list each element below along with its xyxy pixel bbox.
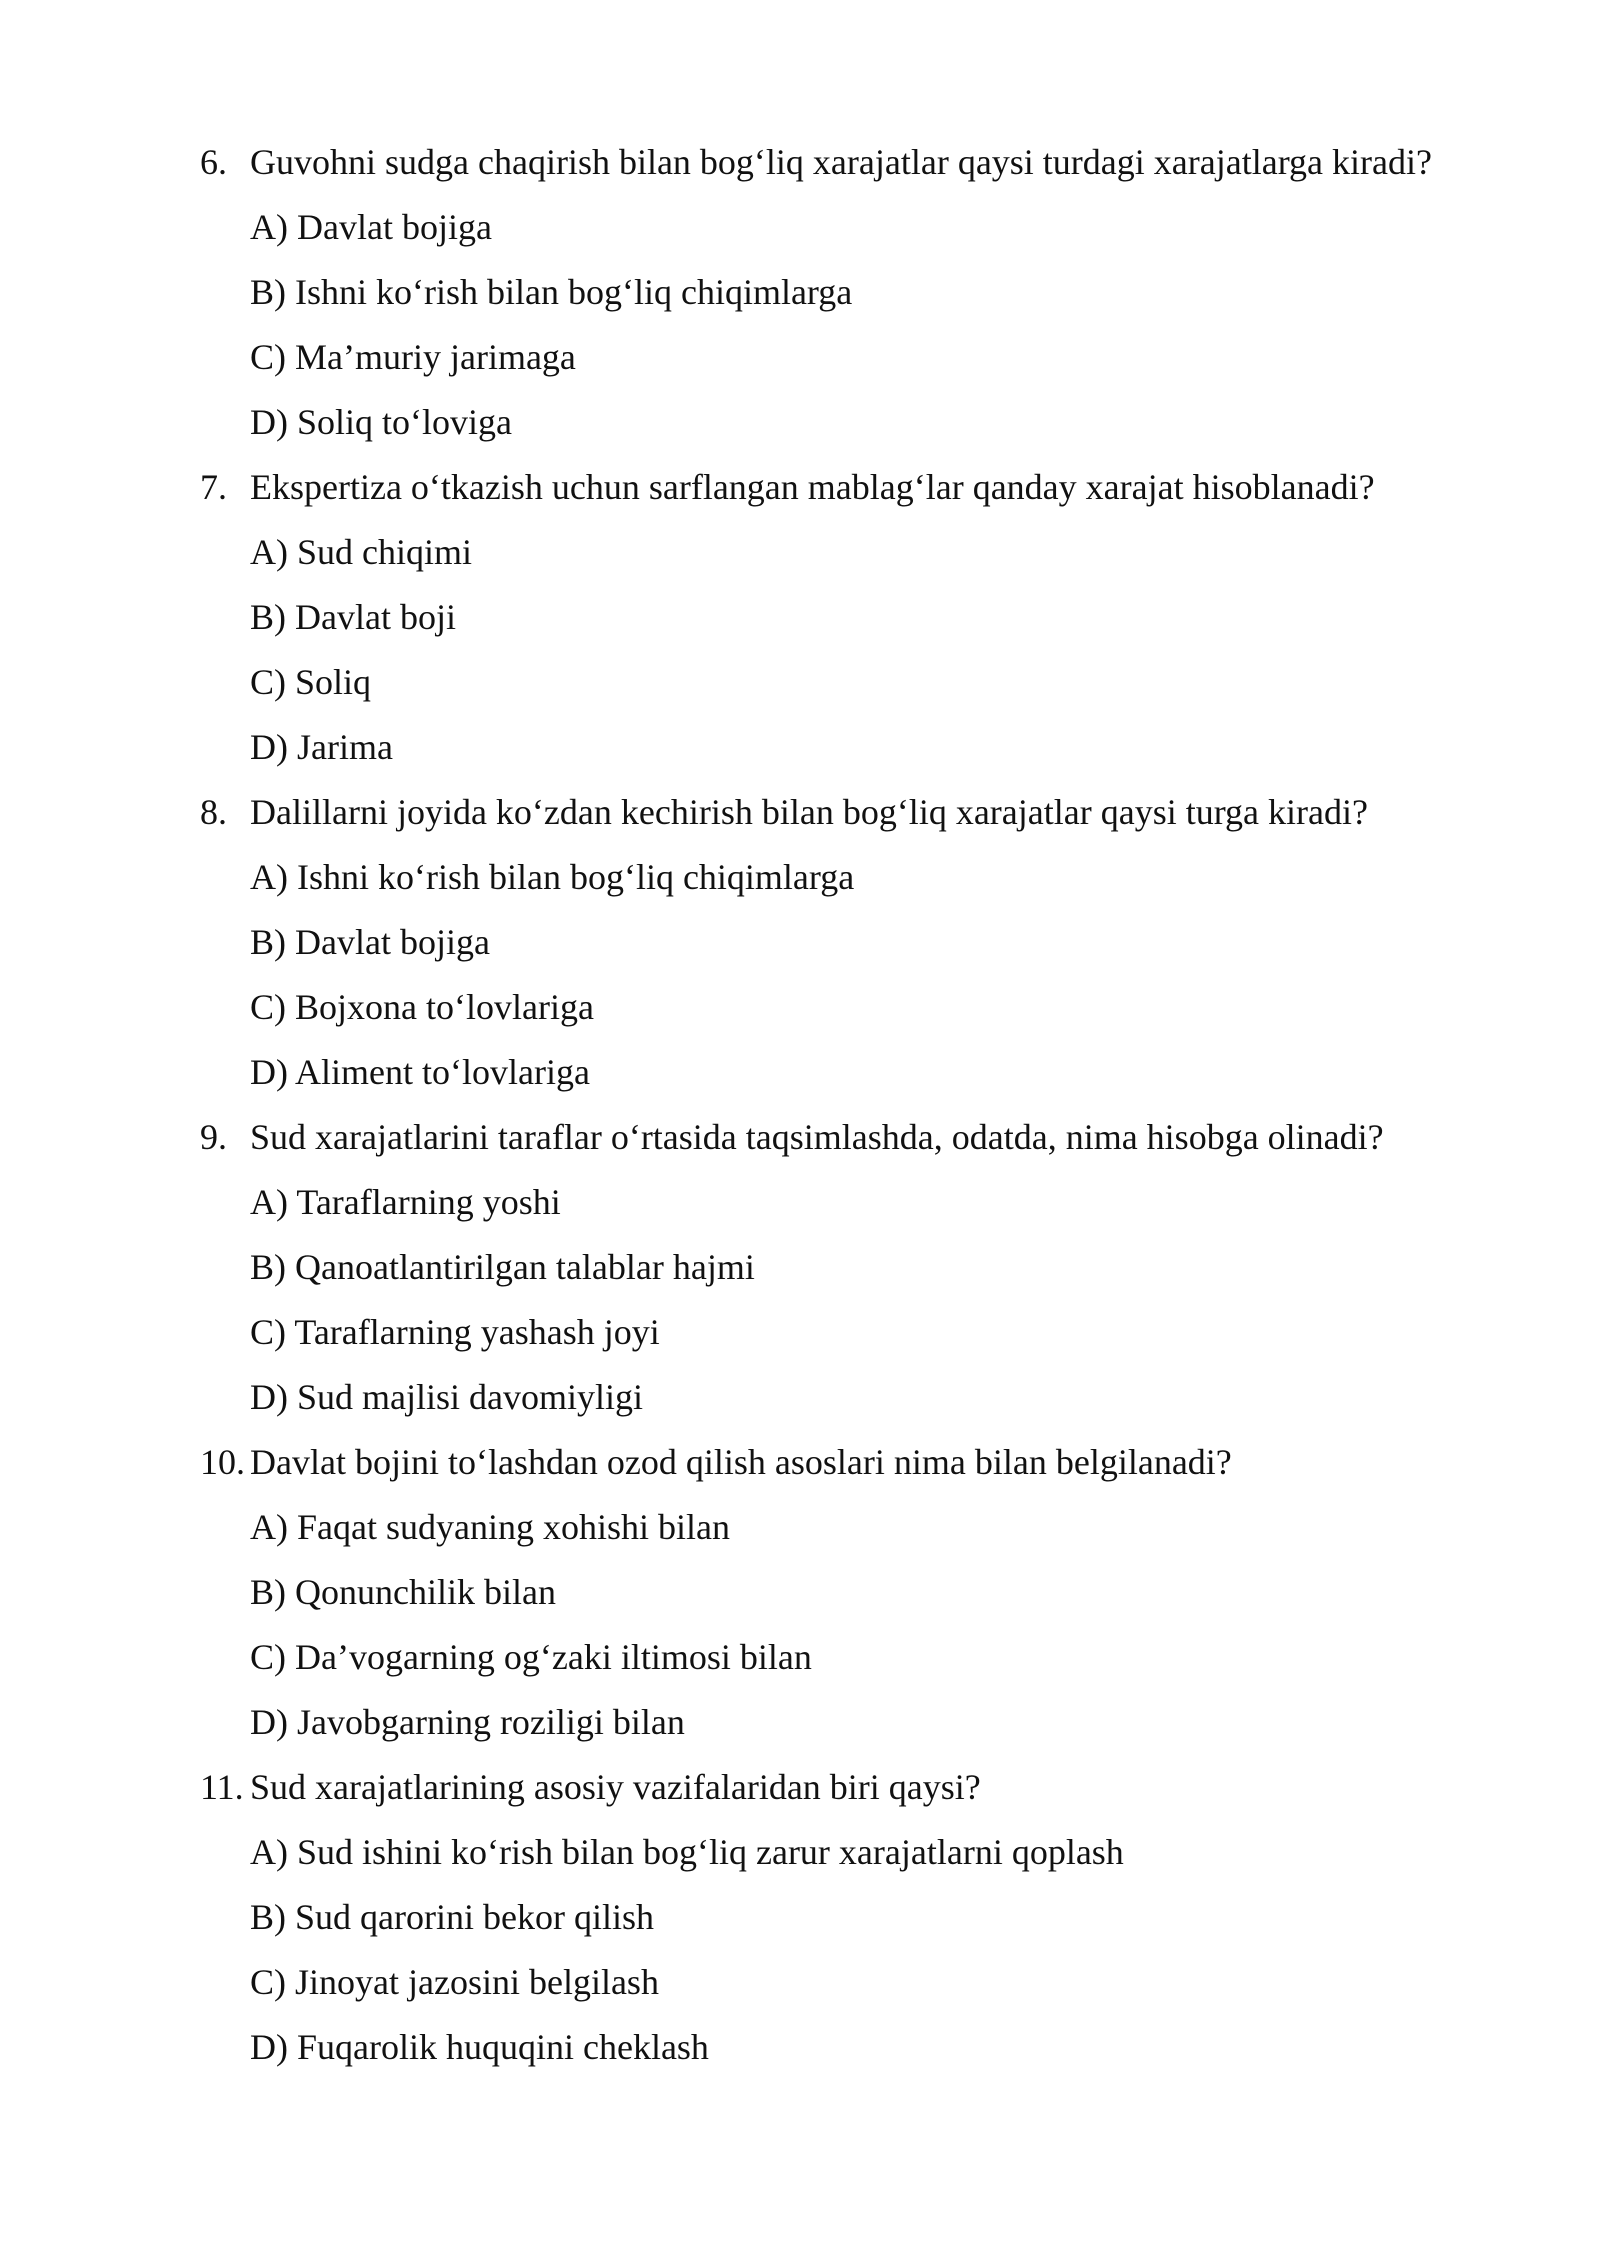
option-c: C) Bojxona to‘lovlariga bbox=[250, 987, 594, 1027]
question-10 bbox=[0, 1430, 1600, 1755]
option-d: D) Soliq to‘loviga bbox=[250, 402, 512, 442]
option-b: B) Qonunchilik bilan bbox=[250, 1572, 556, 1612]
question-list bbox=[0, 130, 1600, 2080]
question-text: Ekspertiza o‘tkazish uchun sarflangan mablag‘lar qanday xarajat hisoblanadi? bbox=[250, 467, 1375, 507]
question-text: Davlat bojini to‘lashdan ozod qilish asoslari nima bilan belgilanadi? bbox=[250, 1442, 1232, 1482]
question-text: Sud xarajatlarini taraflar o‘rtasida taqsimlashda, odatda, nima hisobga olinadi? bbox=[250, 1117, 1384, 1157]
question-text: Dalillarni joyida ko‘zdan kechirish bilan bog‘liq xarajatlar qaysi turga kiradi? bbox=[250, 792, 1368, 832]
question-6 bbox=[0, 130, 1600, 455]
option-b: B) Qanoatlantirilgan talablar hajmi bbox=[250, 1247, 755, 1287]
option-d: D) Sud majlisi davomiyligi bbox=[250, 1377, 643, 1417]
option-a: A) Taraflarning yoshi bbox=[250, 1182, 561, 1222]
question-number: 6. bbox=[200, 142, 227, 182]
option-d: D) Javobgarning roziligi bilan bbox=[250, 1702, 685, 1742]
option-b: B) Sud qarorini bekor qilish bbox=[250, 1897, 654, 1937]
question-number: 10. bbox=[200, 1442, 245, 1482]
question-number: 8. bbox=[200, 792, 227, 832]
option-a: A) Ishni ko‘rish bilan bog‘liq chiqimlarga bbox=[250, 857, 855, 897]
question-number: 9. bbox=[200, 1117, 227, 1157]
question-number: 7. bbox=[200, 467, 227, 507]
option-b: B) Davlat bojiga bbox=[250, 922, 490, 962]
option-d: D) Fuqarolik huquqini cheklash bbox=[250, 2027, 709, 2067]
question-text: Guvohni sudga chaqirish bilan bog‘liq xarajatlar qaysi turdagi xarajatlarga kiradi? bbox=[250, 142, 1432, 182]
option-c: C) Da’vogarning og‘zaki iltimosi bilan bbox=[250, 1637, 812, 1677]
option-a: A) Faqat sudyaning xohishi bilan bbox=[250, 1507, 730, 1547]
question-8 bbox=[0, 780, 1600, 1105]
question-11 bbox=[0, 1755, 1600, 2080]
question-text: Sud xarajatlarining asosiy vazifalaridan biri qaysi? bbox=[250, 1767, 981, 1807]
option-b: B) Davlat boji bbox=[250, 597, 456, 637]
option-d: D) Aliment to‘lovlariga bbox=[250, 1052, 590, 1092]
option-c: C) Taraflarning yashash joyi bbox=[250, 1312, 660, 1352]
question-number: 11. bbox=[200, 1767, 244, 1807]
option-c: C) Jinoyat jazosini belgilash bbox=[250, 1962, 659, 2002]
question-9 bbox=[0, 1105, 1600, 1430]
option-a: A) Sud chiqimi bbox=[250, 532, 472, 572]
option-c: C) Soliq bbox=[250, 662, 372, 702]
option-c: C) Ma’muriy jarimaga bbox=[250, 337, 576, 377]
option-b: B) Ishni ko‘rish bilan bog‘liq chiqimlarga bbox=[250, 272, 853, 312]
option-a: A) Davlat bojiga bbox=[250, 207, 492, 247]
question-7 bbox=[0, 455, 1600, 780]
option-d: D) Jarima bbox=[250, 727, 393, 767]
option-a: A) Sud ishini ko‘rish bilan bog‘liq zarur xarajatlarni qoplash bbox=[250, 1832, 1124, 1872]
